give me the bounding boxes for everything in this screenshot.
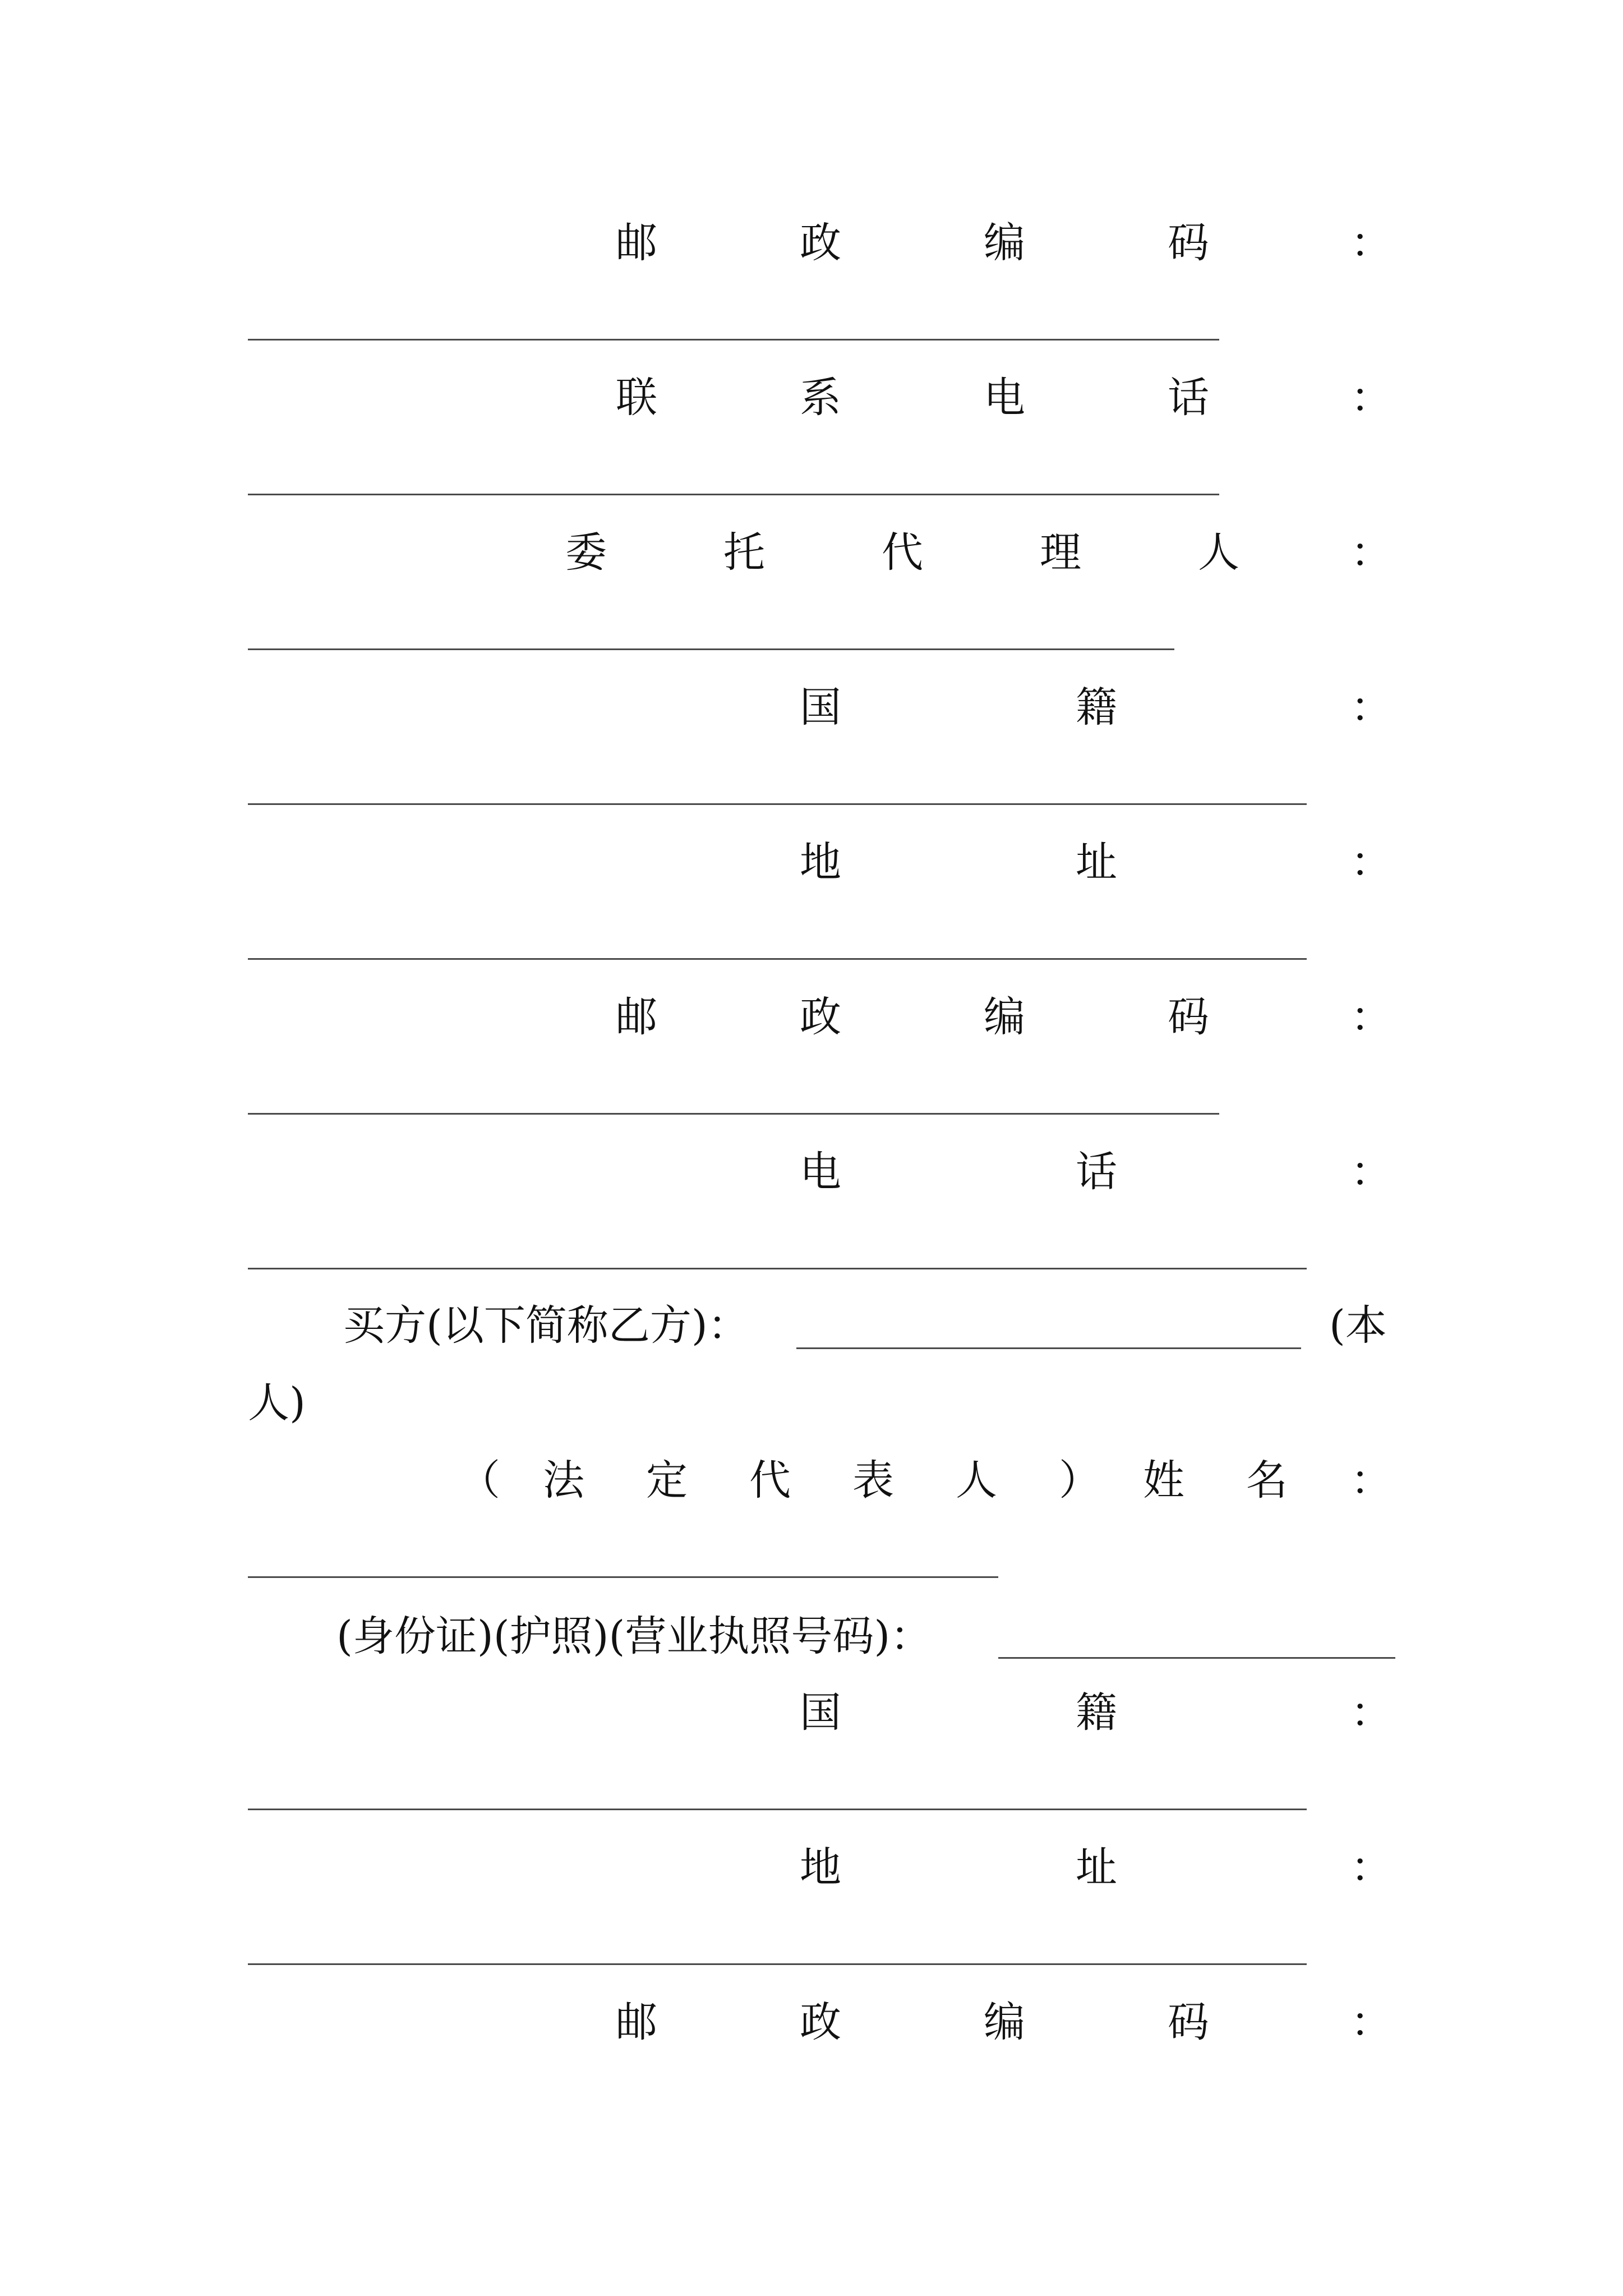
legal-rep-char-6: 人 — [956, 1456, 997, 1504]
legal-rep-colon: ： — [1350, 1456, 1392, 1504]
buyer-postcode-colon: ： — [1350, 1998, 1392, 2046]
agent-address-blank-line — [248, 958, 1307, 960]
buyer-nationality-char-1: 国 — [800, 1688, 841, 1737]
agent-nationality-char-2: 籍 — [1076, 683, 1117, 731]
buyer-label: 买方(以下简称乙方)： — [343, 1301, 749, 1350]
agent-address-colon: ： — [1350, 838, 1392, 886]
agent-postcode-char-4: 码 — [1168, 993, 1209, 1041]
seller-postcode-blank-line — [248, 339, 1219, 341]
legal-rep-blank-line — [248, 1576, 998, 1578]
buyer-label-suffix: (本 — [1329, 1301, 1387, 1350]
legal-rep-char-4: 代 — [749, 1456, 791, 1504]
buyer-id-blank-line — [998, 1657, 1395, 1659]
buyer-nationality-colon: ： — [1350, 1688, 1392, 1737]
buyer-name-blank-line — [796, 1347, 1301, 1349]
agent-address-char-1: 地 — [800, 838, 841, 886]
agent-phone-colon: ： — [1350, 1148, 1392, 1196]
agent-char-5: 人 — [1198, 528, 1239, 577]
agent-postcode-char-3: 编 — [984, 993, 1025, 1041]
legal-rep-char-9: 名 — [1246, 1456, 1288, 1504]
seller-postcode-colon: ： — [1350, 219, 1392, 267]
buyer-label-continuation: 人) — [248, 1379, 306, 1427]
buyer-postcode-char-4: 码 — [1168, 1998, 1209, 2046]
legal-rep-char-8: 姓 — [1143, 1456, 1184, 1504]
agent-phone-blank-line — [248, 1268, 1307, 1269]
seller-phone-char-3: 电 — [984, 374, 1025, 422]
seller-phone-char-1: 联 — [616, 374, 657, 422]
seller-phone-colon: ： — [1350, 374, 1392, 422]
legal-rep-char-1: （ — [459, 1456, 500, 1504]
agent-postcode-colon: ： — [1350, 993, 1392, 1041]
agent-colon: ： — [1350, 528, 1392, 577]
seller-postcode-char-2: 政 — [800, 219, 841, 267]
buyer-nationality-char-2: 籍 — [1076, 1688, 1117, 1737]
agent-blank-line — [248, 648, 1174, 650]
seller-phone-char-2: 系 — [800, 374, 841, 422]
buyer-address-colon: ： — [1350, 1843, 1392, 1892]
seller-postcode-char-3: 编 — [984, 219, 1025, 267]
seller-postcode-char-4: 码 — [1168, 219, 1209, 267]
agent-address-char-2: 址 — [1076, 838, 1117, 886]
agent-char-4: 理 — [1040, 528, 1081, 577]
agent-char-3: 代 — [882, 528, 923, 577]
agent-nationality-colon: ： — [1350, 683, 1392, 731]
legal-rep-char-5: 表 — [852, 1456, 894, 1504]
buyer-id-label: (身份证)(护照)(营业执照号码)： — [336, 1612, 932, 1660]
agent-phone-char-1: 电 — [800, 1148, 841, 1196]
seller-phone-blank-line — [248, 494, 1219, 495]
agent-nationality-char-1: 国 — [800, 683, 841, 731]
agent-postcode-char-2: 政 — [800, 993, 841, 1041]
legal-rep-char-3: 定 — [646, 1456, 688, 1504]
seller-phone-char-4: 话 — [1168, 374, 1209, 422]
legal-rep-char-2: 法 — [543, 1456, 584, 1504]
agent-char-1: 委 — [565, 528, 607, 577]
buyer-postcode-char-1: 邮 — [616, 1998, 657, 2046]
agent-char-2: 托 — [723, 528, 765, 577]
agent-postcode-blank-line — [248, 1113, 1219, 1115]
agent-phone-char-2: 话 — [1076, 1148, 1117, 1196]
buyer-address-blank-line — [248, 1963, 1307, 1965]
buyer-address-char-2: 址 — [1076, 1843, 1117, 1892]
buyer-address-char-1: 地 — [800, 1843, 841, 1892]
agent-postcode-char-1: 邮 — [616, 993, 657, 1041]
buyer-nationality-blank-line — [248, 1809, 1307, 1810]
agent-nationality-blank-line — [248, 803, 1307, 805]
buyer-postcode-char-3: 编 — [984, 1998, 1025, 2046]
legal-rep-char-7: ） — [1059, 1456, 1100, 1504]
buyer-postcode-char-2: 政 — [800, 1998, 841, 2046]
seller-postcode-char-1: 邮 — [616, 219, 657, 267]
